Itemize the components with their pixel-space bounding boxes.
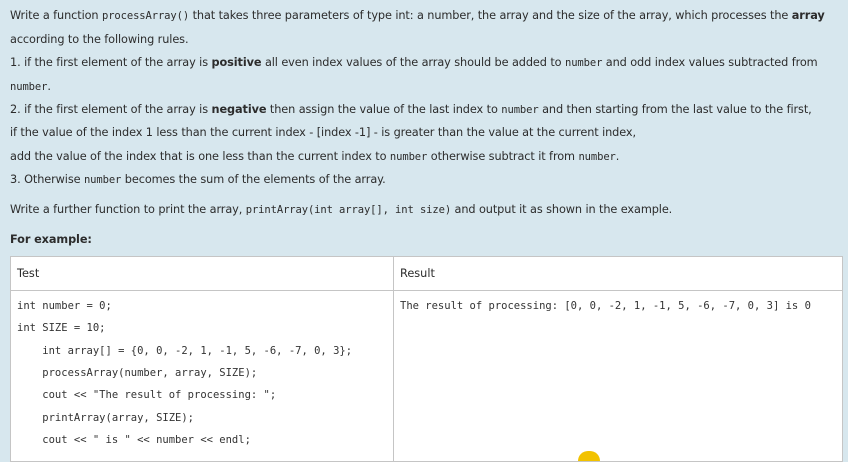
text: all even index values of the array should be added to bbox=[261, 56, 565, 69]
text: and output it as shown in the example. bbox=[451, 203, 673, 216]
text: otherwise subtract it from bbox=[427, 150, 579, 163]
code-print-array: printArray(int array[], int size) bbox=[245, 204, 452, 216]
desc-line-6 bbox=[10, 125, 636, 141]
desc-line-9 bbox=[10, 202, 672, 218]
text: add the value of the index that is one less than the current index to bbox=[10, 150, 390, 163]
text: if the value of the index 1 less than the current index - [index -1] - is greater than the value at the current index, bbox=[10, 126, 636, 139]
bold-text: array bbox=[791, 9, 825, 22]
table-row bbox=[11, 291, 843, 462]
result-line: The result of processing: [0, 0, -2, 1, -1, 5, -6, -7, 0, 3] is 0 bbox=[400, 300, 811, 312]
text: Write a function bbox=[10, 9, 102, 22]
text: becomes the sum of the elements of the array. bbox=[121, 173, 386, 186]
text: and then starting from the last value to the first, bbox=[538, 103, 812, 116]
code-line: int array[] = {0, 0, -2, 1, -1, 5, -6, -7, 0, 3}; bbox=[17, 345, 353, 357]
code-line: printArray(array, SIZE); bbox=[17, 412, 195, 424]
desc-line-8 bbox=[10, 172, 386, 188]
result-cell bbox=[394, 291, 843, 462]
example-label: For example: bbox=[10, 233, 92, 246]
code-number: number bbox=[578, 151, 616, 163]
code-number: number bbox=[10, 81, 48, 93]
text: 1. if the first element of the array is bbox=[10, 56, 212, 69]
text: according to the following rules. bbox=[10, 33, 189, 46]
code-line: cout << "The result of processing: "; bbox=[17, 389, 277, 401]
code-number: number bbox=[389, 151, 428, 163]
desc-line-7 bbox=[10, 149, 619, 165]
code-line: processArray(number, array, SIZE); bbox=[17, 367, 258, 379]
result-output bbox=[394, 291, 842, 461]
header-test: Test bbox=[11, 257, 394, 291]
text: . bbox=[47, 80, 51, 93]
text: . bbox=[615, 150, 620, 163]
desc-line-5 bbox=[10, 102, 812, 118]
desc-line-2 bbox=[10, 32, 188, 48]
text: then assign the value of the last index to bbox=[266, 103, 502, 116]
desc-line-4 bbox=[10, 79, 51, 95]
code-number: number bbox=[83, 174, 122, 186]
test-cell bbox=[11, 291, 394, 462]
desc-line-3 bbox=[10, 55, 818, 71]
test-code bbox=[11, 291, 393, 461]
text: 3. Otherwise bbox=[10, 173, 84, 186]
code-process-array: processArray() bbox=[101, 10, 190, 22]
code-number: number bbox=[501, 104, 539, 116]
bold-text: positive bbox=[211, 56, 262, 69]
text: 2. if the first element of the array is bbox=[10, 103, 212, 116]
code-line: int number = 0; bbox=[17, 300, 112, 312]
bold-text: negative bbox=[211, 103, 267, 116]
text: that takes three parameters of type int: a number, the array and the size of the array, which processes the bbox=[189, 9, 792, 22]
code-line: int SIZE = 10; bbox=[17, 322, 106, 334]
header-result: Result bbox=[394, 257, 843, 291]
code-number: number bbox=[564, 57, 603, 69]
example-table bbox=[10, 256, 843, 462]
table-header-row bbox=[11, 257, 843, 291]
desc-line-1 bbox=[10, 8, 825, 24]
text: Write a further function to print the array, bbox=[10, 203, 246, 216]
code-line: cout << " is " << number << endl; bbox=[17, 434, 251, 446]
text: and odd index values subtracted from bbox=[602, 56, 818, 69]
